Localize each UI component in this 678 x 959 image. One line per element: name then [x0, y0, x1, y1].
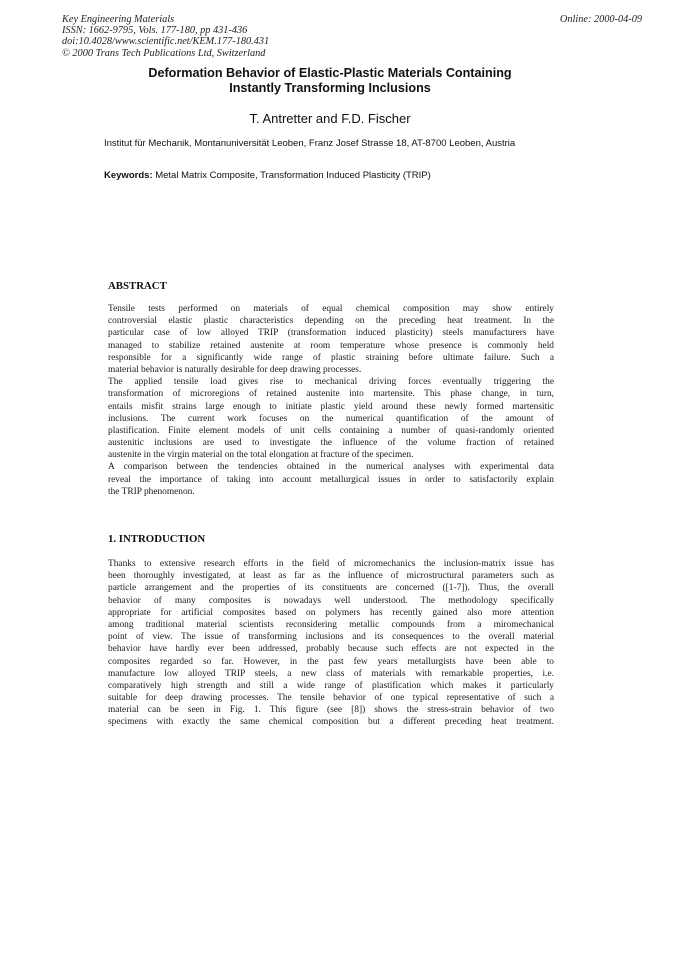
introduction-line: material can be seen in Fig. 1. This figure (see [8]) shows the stress-strain behavior of two — [108, 705, 554, 716]
paper-title — [95, 66, 565, 96]
introduction-body — [108, 558, 554, 729]
abstract-line: entails misfit strains large enough to initiate plastic yield around these newly formed martensitic — [108, 401, 554, 412]
abstract-line: transformation of microregions of retained austenite into martensite. This phase change, in turn, — [108, 389, 554, 400]
keywords-text: Metal Matrix Composite, Transformation Induced Plasticity (TRIP) — [155, 170, 431, 181]
abstract-line: controversial elastic plastic characteristics depending on the preceding heat treatment. In the — [108, 316, 554, 327]
introduction-line: manufacture low alloyed TRIP steels, a new class of materials with remarkable properties, i.e. — [108, 668, 554, 679]
introduction-line: particle arrangement and the properties of its constituents are concerned ([1-7]). Thus, the overall — [108, 583, 554, 594]
introduction-line: among traditional material scientists reconsidering metallic compounds from a miromechanical — [108, 619, 554, 630]
title-line-2: Instantly Transforming Inclusions — [229, 81, 431, 95]
introduction-heading: 1. INTRODUCTION — [108, 533, 206, 545]
abstract-body — [108, 303, 554, 498]
abstract-line: responsible for a significantly wide range of plastic straining before ultimate failure. Such a — [108, 352, 554, 363]
abstract-line: inclusions. The current work focuses on the numerical quantification of the amount of — [108, 413, 554, 424]
title-line-1: Deformation Behavior of Elastic-Plastic Materials Containing — [148, 66, 512, 80]
introduction-line: been thoroughly investigated, at least as far as the influence of microstructural parameters such as — [108, 571, 554, 582]
abstract-line: austenitic inclusions are used to investigate the influence of the volume fraction of retained — [108, 438, 554, 449]
introduction-line: appropriate for artificial composites based on polymers has recently gained also more attention — [108, 607, 554, 618]
introduction-line: behavior of many composites is nowadays well understood. The methodology specifically — [108, 595, 554, 606]
online-date: Online: 2000-04-09 — [559, 14, 642, 25]
introduction-line: Thanks to extensive research efforts in the field of micromechanics the inclusion-matrix issue has — [108, 559, 554, 569]
introduction-line: comparatively high strength and still a wide range of plastification which makes it particularly — [108, 680, 554, 691]
abstract-line: particular case of low alloyed TRIP (transformation induced plasticity) steels manufacturers have — [108, 328, 554, 339]
affiliation: Institut für Mechanik, Montanuniversität Leoben, Franz Josef Strasse 18, AT-8700 Leoben, Austria — [104, 138, 516, 149]
abstract-line: managed to stabilize retained austenite at room temperature whose presence is commonly held — [108, 340, 554, 351]
abstract-heading: ABSTRACT — [108, 280, 167, 292]
issn-line: ISSN: 1662-9795, Vols. 177-180, pp 431-436 — [62, 25, 248, 37]
abstract-line: austenite in the virgin material on the total elongation at fracture of the specimen. — [108, 450, 414, 461]
introduction-line: behavior have hardly ever been addressed, probably because such effects are not expected in the — [108, 644, 554, 655]
introduction-line: specimens with exactly the same chemical composition but a different preceding heat treatment. — [108, 717, 554, 728]
keywords-label: Keywords: — [104, 170, 153, 181]
keywords — [104, 170, 431, 181]
introduction-line: point of view. The issue of transforming inclusions and its consequences to the overall material — [108, 632, 554, 643]
abstract-line: material behavior is naturally desirable for deep drawing processes. — [108, 364, 362, 375]
abstract-line: the TRIP phenomenon. — [108, 486, 195, 497]
journal-name: Key Engineering Materials — [62, 14, 175, 25]
abstract-line: The applied tensile load gives rise to mechanical driving forces eventually triggering the — [108, 377, 554, 388]
journal-header — [62, 14, 269, 59]
authors: T. Antretter and F.D. Fischer — [249, 111, 411, 126]
abstract-line: reveal the importance of taking into account metallurgical issues in order to satisfactorily explain — [108, 474, 554, 485]
introduction-line: composites regarded so far. However, in the past few years metallurgists have been able to — [108, 656, 554, 667]
copyright-line: © 2000 Trans Tech Publications Ltd, Switzerland — [62, 47, 266, 59]
abstract-line: A comparison between the tendencies obtained in the numerical analyses with experimental data — [108, 462, 554, 473]
abstract-line: Tensile tests performed on materials of equal chemical composition may show entirely — [108, 304, 554, 314]
abstract-line: plastification. Finite element models of unit cells containing a number of quasi-randomly oriented — [108, 425, 554, 436]
introduction-line: suitable for deep drawing processes. The tensile behavior of one typical representative of such a — [108, 693, 554, 704]
doi-line[interactable]: doi:10.4028/www.scientific.net/KEM.177-180.431 — [62, 36, 270, 48]
